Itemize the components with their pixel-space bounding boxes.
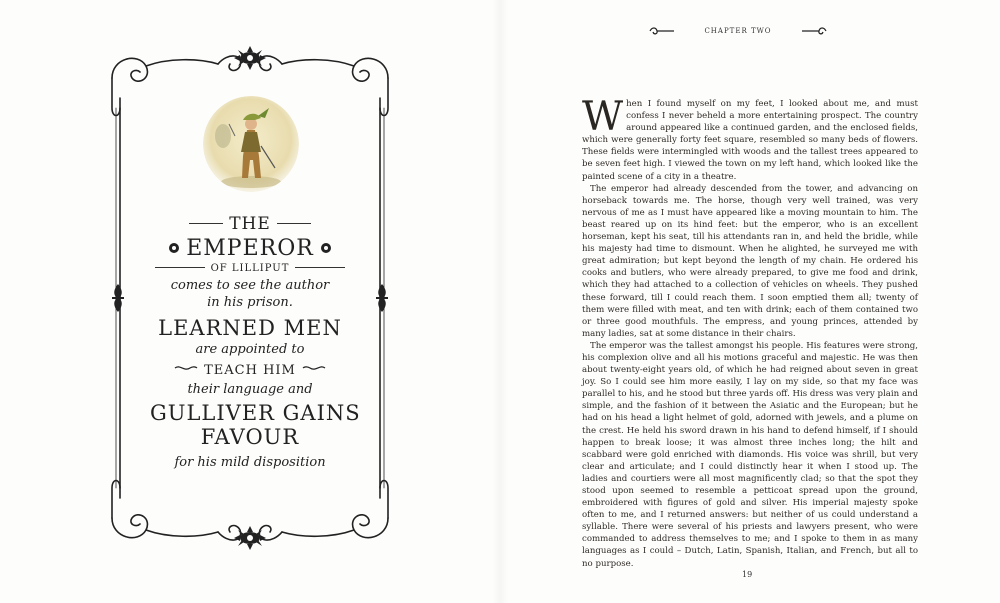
flourish-left-icon	[648, 26, 676, 36]
lion-ornament-icon	[168, 242, 180, 254]
flourish-left-icon	[174, 364, 198, 372]
flourish-right-icon	[302, 364, 326, 372]
paragraph-text: hen I found myself on my feet, I looked about me, and must confess I never beheld a more entertaining prospect. The country around appeared like a continued garden, and the enclosed fields, which were generally forty feet square, resembled so many beds of flowers. These fields were intermingled with woods and the tallest trees appeared to be seven feet high. I viewed the town on my left hand, which looked like the painted scene of a city in a theatre.	[582, 99, 918, 182]
title-of-lilliput: OF LILLIPUT	[210, 263, 290, 274]
title-teach-him: TEACH HIM	[204, 363, 296, 378]
flourish-right-icon	[800, 26, 828, 36]
title-learned-men: LEARNED MEN	[158, 316, 342, 340]
lion-ornament-icon	[320, 242, 332, 254]
title-teach-row	[150, 357, 350, 378]
paragraph	[582, 94, 918, 183]
title-rule-top	[150, 212, 350, 234]
emperor-figure-icon	[203, 96, 299, 192]
chapter-title-block	[150, 212, 361, 470]
title-comes-to-see: comes to see the author	[170, 278, 330, 293]
title-emperor-row	[150, 234, 350, 261]
running-head	[648, 26, 828, 36]
emperor-medallion-illustration	[203, 96, 299, 192]
chapter-body-text	[582, 94, 918, 570]
title-the: THE	[229, 214, 271, 234]
paragraph: The emperor was the tallest amongst his people. His features were strong, his complexion olive and all his motions graceful and majestic. He was then about twenty-eight years old, of which he had reigned about seven in great joy. So I could see him more easily, I lay on my side, so that my face was parallel to his, and he stood but three yards off. His dress was very plain and simple, and the fashion of it between the Asiatic and the European; but he had on his head a light helmet of gold, adorned with jewels, and a plume on the crest. He held his sword drawn in his hand to defend himself, if I should happen to break loose; it was almost three inches long; the hilt and scabbard were gold enriched with diamonds. His voice was shrill, but very clear and articulate; and I could distinctly hear it when I stood up. The ladies and courtiers were all most magnificently clad; so that the spot they stood upon seemed to resemble a petticoat spread upon the ground, embroidered with figures of gold and silver. His imperial majesty spoke often to me, and I returned answers: but neither of us could understand a syllable. There were several of his priests and lawyers present, who were commanded to address themselves to me; and I spoke to them in as many languages as I could – Dutch, Latin, Spanish, Italian, and French, but all to no purpose.	[582, 340, 918, 569]
title-favour: FAVOUR	[200, 425, 300, 449]
title-are-appointed: are appointed to	[195, 342, 305, 357]
title-in-prison: in his prison.	[207, 295, 293, 310]
chapter-running-head: CHAPTER TWO	[704, 27, 772, 35]
drop-cap: W	[582, 94, 624, 140]
title-gulliver-gains: GULLIVER GAINS	[150, 401, 361, 425]
page-number: 19	[742, 570, 753, 579]
title-of-row	[150, 261, 350, 274]
title-emperor: EMPEROR	[186, 236, 314, 261]
paragraph: The emperor had already descended from the tower, and advancing on horseback towards me. The horse, though very well trained, was very nervous of me as I must have appeared like a moving mountain to him. The beast reared up on its hind feet: but the emperor, who is an excellent horseman, kept his seat, till his attendants ran in, and held the bridle, while his majesty had time to dismount. When he alighted, he surveyed me with great admiration; but kept beyond the length of my chain. He ordered his cooks and butlers, who were already prepared, to give me food and drink, which they had attached to a collection of vehicles on wheels. They pushed these forward, till I could reach them. I soon emptied them all; twenty of them were filled with meat, and ten with drink; each of them contained two or three good mouthfuls. The empress, and young princes, attended by many ladies, sat at some distance in their chairs.	[582, 183, 918, 339]
title-their-language: their language and	[187, 382, 313, 397]
title-mild-disposition: for his mild disposition	[174, 455, 326, 470]
